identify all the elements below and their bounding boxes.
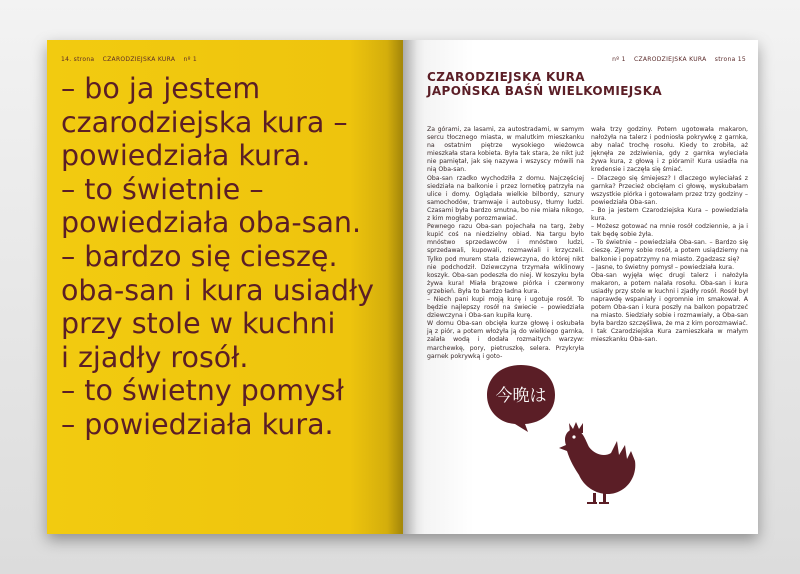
chicken-icon — [553, 417, 645, 509]
paragraph: – Jasne, to świetny pomysł – powiedziała kura. — [591, 263, 735, 271]
right-running-head — [606, 56, 746, 63]
quote-line: oba-san i kura usiadły — [61, 273, 374, 307]
right-issue-number: nº 1 — [612, 56, 626, 63]
paragraph: W domu Oba-san obcięła kurze głowę i oskubała ją z piór, a potem włożyła ją do wielkiego garnka, zalała wodą i dodała rozmaitych warzyw: marchewkę, pory, pietruszkę, selera. Przykryła garnek pokrywką i goto- — [427, 320, 584, 360]
paragraph: Oba-san rzadko wychodziła z domu. Najczęściej siedziała na balkonie i przez lornetkę patrzyła na ulice i domy. Oglądała wielkie bilbordy, sznury samochodów, tramwaje i autobusy, tłumy ludzi. Czasami była bardzo smutna, bo nie miała nikogo, z kim mogłaby porozmawiać. — [427, 174, 584, 223]
story-title — [427, 70, 662, 98]
quote-line: – bardzo się cieszę. — [61, 239, 338, 273]
quote-line: – to świetny pomysł — [61, 374, 344, 408]
left-page-number: 14. strona — [61, 56, 95, 63]
quote-line: – to świetnie – — [61, 172, 264, 206]
right-running-title: CZARODZIEJSKA KURA — [633, 56, 707, 63]
left-running-head — [61, 56, 203, 63]
quote-line: – powiedziała kura. — [61, 407, 334, 441]
quote-line: powiedziała kura. — [61, 139, 311, 173]
quote-line: i zjadły rosół. — [61, 340, 249, 374]
paragraph: – Dlaczego się śmiejesz? I dlaczego wyleciałaś z garnka? Przecież obcięłam ci głowę, wyskubałam wszystkie piórka i gotowałam przez trzy godziny – powiedziała Oba-san. — [591, 174, 748, 206]
right-page — [403, 40, 758, 534]
story-subtitle-line: JAPOŃSKA BAŚŃ WIELKOMIEJSKA — [427, 84, 663, 98]
paragraph: – Bo ja jestem Czarodziejska Kura – powiedziała kura. — [591, 206, 748, 223]
body-column-right — [591, 126, 748, 345]
quote-line: czarodziejska kura – — [61, 105, 348, 139]
speech-bubble-illustration — [485, 363, 557, 433]
paragraph: Za górami, za lasami, za autostradami, w samym sercu tłocznego miasta, w malutkim mieszkanku na ostatnim piętrze wysokiego wieżowca mieszkała stara kobieta. Była tak stara, że nikt już nie pamiętał, jak się nazywa i wszyscy mówili na nią Oba-san. — [427, 126, 584, 174]
left-page — [47, 40, 403, 534]
paragraph: – To świetnie – powiedziała Oba-san. – Bardzo się cieszę. Zjemy sobie rosół, a potem usiądziemy na balkonie i popatrzymy na miasto. Zgadzasz się? — [591, 239, 748, 263]
paragraph: I tak Czarodziejska Kura zamieszkała w małym mieszkanku Oba-san. — [591, 328, 748, 344]
story-title-line: CZARODZIEJSKA KURA — [427, 70, 585, 84]
body-column-left — [427, 126, 584, 361]
paragraph: – Możesz gotować na mnie rosół codziennie, a ja i tak będę sobie żyła. — [591, 223, 748, 239]
quote-line: – bo ja jestem — [61, 72, 261, 105]
right-page-number: strona 15 — [714, 56, 746, 63]
left-running-title: CZARODZIEJSKA KURA — [102, 56, 176, 63]
quote-line: powiedziała oba-san. — [61, 206, 362, 240]
left-issue-number: nº 1 — [183, 56, 198, 63]
magazine-spread — [47, 40, 758, 534]
paragraph: wała trzy godziny. Potem ugotowała makaron, nałożyła na talerz i podniosła pokrywkę z garnka, aby nalać trochę rosołu. Kiedy to zrobiła, aż jęknęła ze zdziwienia, gdy z garnka wyleciała żywa kura, z głową i z piórami! Kura usiadła na kredensie i zaczęła się śmiać. — [591, 126, 748, 174]
paragraph: – Niech pani kupi moją kurę i ugotuje rosół. To będzie najlepszy rosół na świecie – powiedziała dziewczyna i Oba-san kupiła kurę. — [427, 295, 584, 320]
quote-line: przy stole w kuchni — [61, 307, 336, 341]
paragraph: Pewnego razu Oba-san pojechała na targ, żeby kupić coś na niedzielny obiad. Na targu było mnóstwo sprzedawców i mnóstwo ludzi, sprzedawali, kupowali, rozmawiali i krzyczeli. Tylko pod murem stała dziewczyna, do której nikt nie podchodził. Dziewczyna trzymała wiklinowy koszyk. Oba-san podeszła do niej. W koszyku była żywa kura! Miała brązowe piórka i czerwony grzebień. Była to bardzo ładna kura. — [427, 223, 584, 295]
large-quote-text — [61, 72, 397, 442]
paragraph: Oba-san wyjęła więc drugi talerz i nałożyła makaron, a potem nalała rosołu. Oba-san i kura usiadły przy stole w kuchni i zjadły rosół. Rosół był naprawdę wspaniały i ogromnie im smakował. A potem Oba-san i kura poszły na balkon popatrzeć na miasto. Siedziały sobie i rozmawiały, a Oba-san była bardzo szczęśliwa, że ma z kim porozmawiać. — [591, 271, 748, 328]
speech-bubble-text: 今晩は — [495, 386, 547, 406]
